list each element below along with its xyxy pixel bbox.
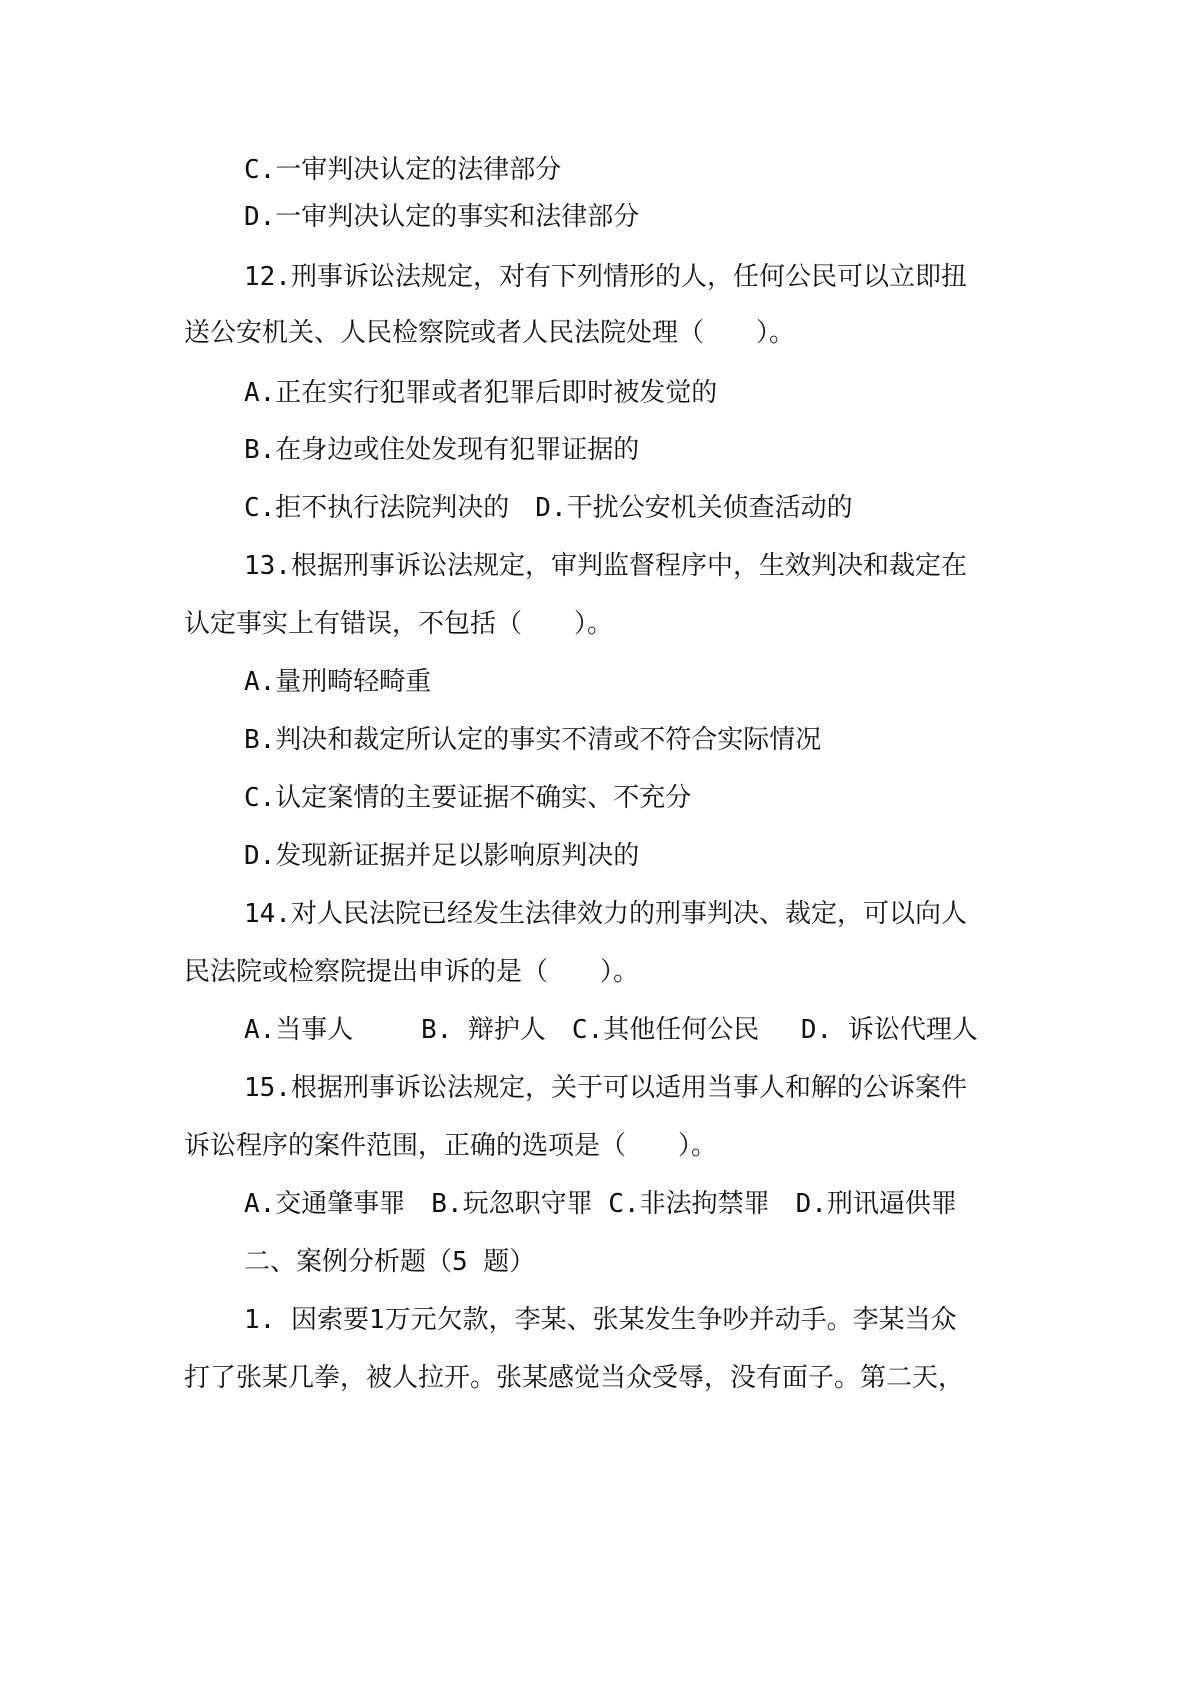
question-13-line-2: 认定事实上有错误，不包括（ ）。 [184, 609, 614, 639]
option-13d: D.发现新证据并足以影响原判决的 [244, 841, 640, 871]
options-14: A.当事人 B. 辩护人 C.其他任何公民 D. 诉讼代理人 [244, 1015, 978, 1045]
option-13b: B.判决和裁定所认定的事实不清或不符合实际情况 [244, 725, 822, 755]
question-15-line-1: 15.根据刑事诉讼法规定，关于可以适用当事人和解的公诉案件 [244, 1073, 967, 1103]
option-13c: C.认定案情的主要证据不确实、不充分 [244, 783, 692, 813]
option-12a: A.正在实行犯罪或者犯罪后即时被发觉的 [244, 378, 718, 408]
question-14-line-2: 民法院或检察院提出申诉的是（ ）。 [184, 957, 640, 987]
options-15: A.交通肇事罪 B.玩忽职守罪 C.非法拘禁罪 D.刑讯逼供罪 [244, 1189, 957, 1219]
question-12-line-2: 送公安机关、人民检察院或者人民法院处理（ ）。 [184, 318, 796, 348]
option-13a: A.量刑畸轻畸重 [244, 667, 432, 697]
question-12-line-1: 12.刑事诉讼法规定，对有下列情形的人，任何公民可以立即扭 [244, 262, 967, 292]
question-13-line-1: 13.根据刑事诉讼法规定，审判监督程序中，生效判决和裁定在 [244, 551, 967, 581]
option-11c: C.一审判决认定的法律部分 [244, 155, 562, 185]
case-1-line-2: 打了张某几拳，被人拉开。张某感觉当众受辱，没有面子。第二天， [184, 1363, 965, 1393]
question-14-line-1: 14.对人民法院已经发生法律效力的刑事判决、裁定，可以向人 [244, 899, 967, 929]
option-12cd: C.拒不执行法院判决的 D.干扰公安机关侦查活动的 [244, 493, 853, 523]
case-1-line-1: 1. 因索要1万元欠款，李某、张某发生争吵并动手。李某当众 [244, 1305, 957, 1335]
question-15-line-2: 诉讼程序的案件范围，正确的选项是（ ）。 [184, 1131, 718, 1161]
option-11d: D.一审判决认定的事实和法律部分 [244, 202, 640, 232]
section-heading-case-analysis: 二、案例分析题（5 题） [244, 1247, 536, 1277]
option-12b: B.在身边或住处发现有犯罪证据的 [244, 435, 640, 465]
